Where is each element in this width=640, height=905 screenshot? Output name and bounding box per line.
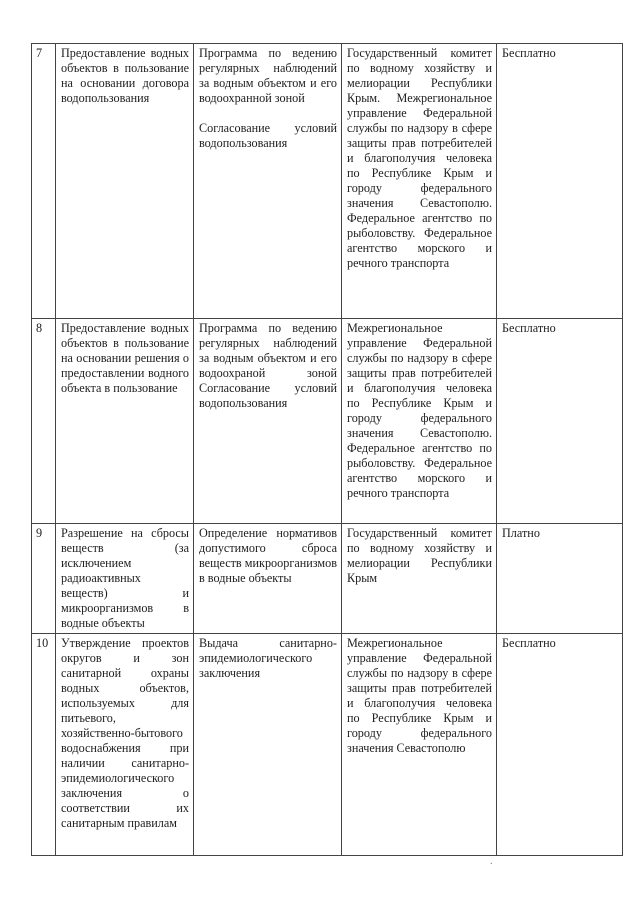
row-number: 9: [32, 524, 56, 634]
fee-status: Бесплатно: [497, 319, 623, 524]
table-row: [32, 634, 623, 856]
page-mark: .: [490, 856, 493, 867]
authority: Межрегиональное управление Федеральной службы по надзору в сфере защиты прав потребителей и благополучия человека по Республике Крым и городу федерального значения Севастополю: [342, 634, 497, 856]
table-row: [32, 524, 623, 634]
row-number: 10: [32, 634, 56, 856]
row-number: 8: [32, 319, 56, 524]
services-table: [31, 43, 623, 856]
table-row: [32, 44, 623, 319]
required-document: Выдача санитарно-эпидемиологического заключения: [194, 634, 342, 856]
service-name: Предоставление водных объектов в пользование на основании решения о предоставлении водного объекта в пользование: [56, 319, 194, 524]
authority: Государственный комитет по водному хозяйству и мелиорации Республики Крым: [342, 524, 497, 634]
required-document: Программа по ведению регулярных наблюдений за водным объектом и его водоохраной зоной Согласование условий водопользования: [194, 319, 342, 524]
fee-status: Платно: [497, 524, 623, 634]
authority: Государственный комитет по водному хозяйству и мелиорации Республики Крым. Межрегиональное управление Федеральной службы по надзору в сфере защиты прав потребителей и благополучия человека по Республике Крым и городу федерального значения Севастополю. Федеральное агентство по рыболовству. Федеральное агентство морского и речного транспорта: [342, 44, 497, 319]
fee-status: Бесплатно: [497, 634, 623, 856]
required-document: Программа по ведению регулярных наблюдений за водным объектом и его водоохранной зоной Согласование условий водопользования: [194, 44, 342, 319]
required-document: Определение нормативов допустимого сброса веществ микроорганизмов в водные объекты: [194, 524, 342, 634]
service-name: Разрешение на сбросы веществ (за исключением радиоактивных веществ) и микроорганизмов в водные объекты: [56, 524, 194, 634]
table-row: [32, 319, 623, 524]
service-name: Предоставление водных объектов в пользование на основании договора водопользования: [56, 44, 194, 319]
fee-status: Бесплатно: [497, 44, 623, 319]
row-number: 7: [32, 44, 56, 319]
authority: Межрегиональное управление Федеральной службы по надзору в сфере защиты прав потребителей и благополучия человека по Республике Крым и городу федерального значения Севастополю. Федеральное агентство по рыболовству. Федеральное агентство морского и речного транспорта: [342, 319, 497, 524]
service-name: Утверждение проектов округов и зон санитарной охраны водных объектов, используемых для питьевого, хозяйственно-бытового водоснабжения при наличии санитарно-эпидемиологического заключения о соответствии их санитарным правилам: [56, 634, 194, 856]
